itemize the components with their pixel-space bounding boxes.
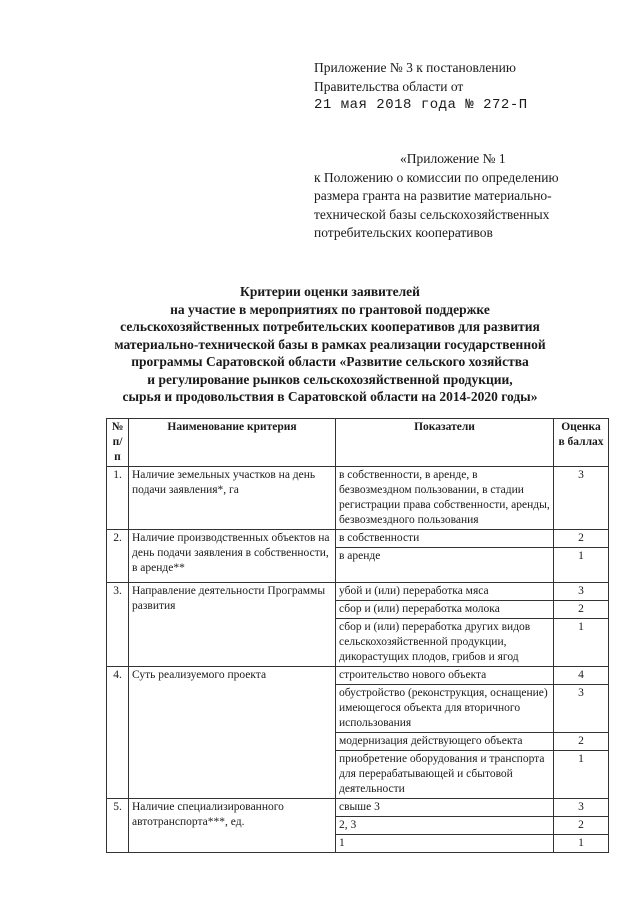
row-indicator: убой и (или) переработка мяса xyxy=(336,583,554,601)
header-num: № п/п xyxy=(107,419,129,467)
row-indicator: 1 xyxy=(336,835,554,853)
inner-line-2: к Положению о комиссии по определению xyxy=(314,169,559,185)
row-score: 3 xyxy=(554,583,609,601)
title-line-2: на участие в мероприятиях по грантовой поддержке xyxy=(170,301,490,317)
row-score: 2 xyxy=(554,733,609,751)
row-indicator: модернизация действующего объекта xyxy=(336,733,554,751)
row-indicator: строительство нового объекта xyxy=(336,667,554,685)
row-indicator: приобретение оборудования и транспорта для перерабатывающей и сбытовой деятельности xyxy=(336,751,554,799)
row-score: 3 xyxy=(554,799,609,817)
row-num: 4. xyxy=(107,667,129,799)
row-score: 1 xyxy=(554,548,609,583)
row-score: 1 xyxy=(554,751,609,799)
table-row xyxy=(107,583,609,601)
row-num: 2. xyxy=(107,530,129,583)
row-indicator: 2, 3 xyxy=(336,817,554,835)
row-indicator: свыше 3 xyxy=(336,799,554,817)
inner-line-1: «Приложение № 1 xyxy=(400,151,506,166)
row-score: 3 xyxy=(554,467,609,530)
row-criterion: Наличие земельных участков на день подачи заявления*, га xyxy=(129,467,336,530)
row-indicator: в собственности xyxy=(336,530,554,548)
row-score: 2 xyxy=(554,601,609,619)
row-indicator: сбор и (или) переработка других видов сельскохозяйственной продукции, дикорастущих плодов, грибов и ягод xyxy=(336,619,554,667)
row-criterion: Суть реализуемого проекта xyxy=(129,667,336,799)
appendix-line-2: Правительства области от xyxy=(314,79,464,94)
title-line-5: программы Саратовской области «Развитие сельского хозяйства xyxy=(131,354,529,369)
row-criterion: Наличие специализированного автотранспорта***, ед. xyxy=(129,799,336,853)
appendix-header xyxy=(314,58,614,115)
row-num: 3. xyxy=(107,583,129,667)
appendix-line-1: Приложение № 3 к постановлению xyxy=(314,60,516,75)
appendix-inner-header xyxy=(314,150,614,243)
row-indicator: обустройство (реконструкция, оснащение) имеющегося объекта для вторичного использования xyxy=(336,685,554,733)
row-score: 2 xyxy=(554,817,609,835)
row-criterion: Наличие производственных объектов на день подачи заявления в собственности, в аренде** xyxy=(129,530,336,583)
table-row xyxy=(107,799,609,817)
row-score: 3 xyxy=(554,685,609,733)
title-line-6: и регулирование рынков сельскохозяйственной продукции, xyxy=(147,371,513,387)
row-indicator: в аренде xyxy=(336,548,554,583)
row-indicator: в собственности, в аренде, в безвозмездном пользовании, в стадии регистрации права собственности, аренды, безвозмездного пользования xyxy=(336,467,554,530)
table-header-row xyxy=(107,419,609,467)
title-line-4: материально-технической базы в рамках реализации государственной xyxy=(114,336,546,352)
row-criterion: Направление деятельности Программы развития xyxy=(129,583,336,667)
inner-line-3: размера гранта на развитие материально- xyxy=(314,188,552,203)
table-row xyxy=(107,467,609,530)
header-score: Оценка в баллах xyxy=(554,419,609,467)
header-indicators: Показатели xyxy=(336,419,554,467)
table-row xyxy=(107,530,609,548)
inner-line-5: потребительских кооперативов xyxy=(314,225,493,240)
row-num: 1. xyxy=(107,467,129,530)
appendix-date-line: 21 мая 2018 года № 272-П xyxy=(314,97,528,113)
row-score: 1 xyxy=(554,619,609,667)
inner-line-4: технической базы сельскохозяйственных xyxy=(314,206,550,222)
row-score: 4 xyxy=(554,667,609,685)
document-title xyxy=(60,283,600,406)
criteria-table xyxy=(106,418,609,853)
row-score: 1 xyxy=(554,835,609,853)
row-num: 5. xyxy=(107,799,129,853)
title-line-7: сырья и продовольствия в Саратовской области на 2014-2020 годы» xyxy=(122,389,538,404)
row-indicator: сбор и (или) переработка молока xyxy=(336,601,554,619)
table-row xyxy=(107,667,609,685)
title-line-3: сельскохозяйственных потребительских кооперативов для развития xyxy=(120,319,540,334)
header-name: Наименование критерия xyxy=(129,419,336,467)
row-score: 2 xyxy=(554,530,609,548)
title-line-1: Критерии оценки заявителей xyxy=(240,284,420,299)
